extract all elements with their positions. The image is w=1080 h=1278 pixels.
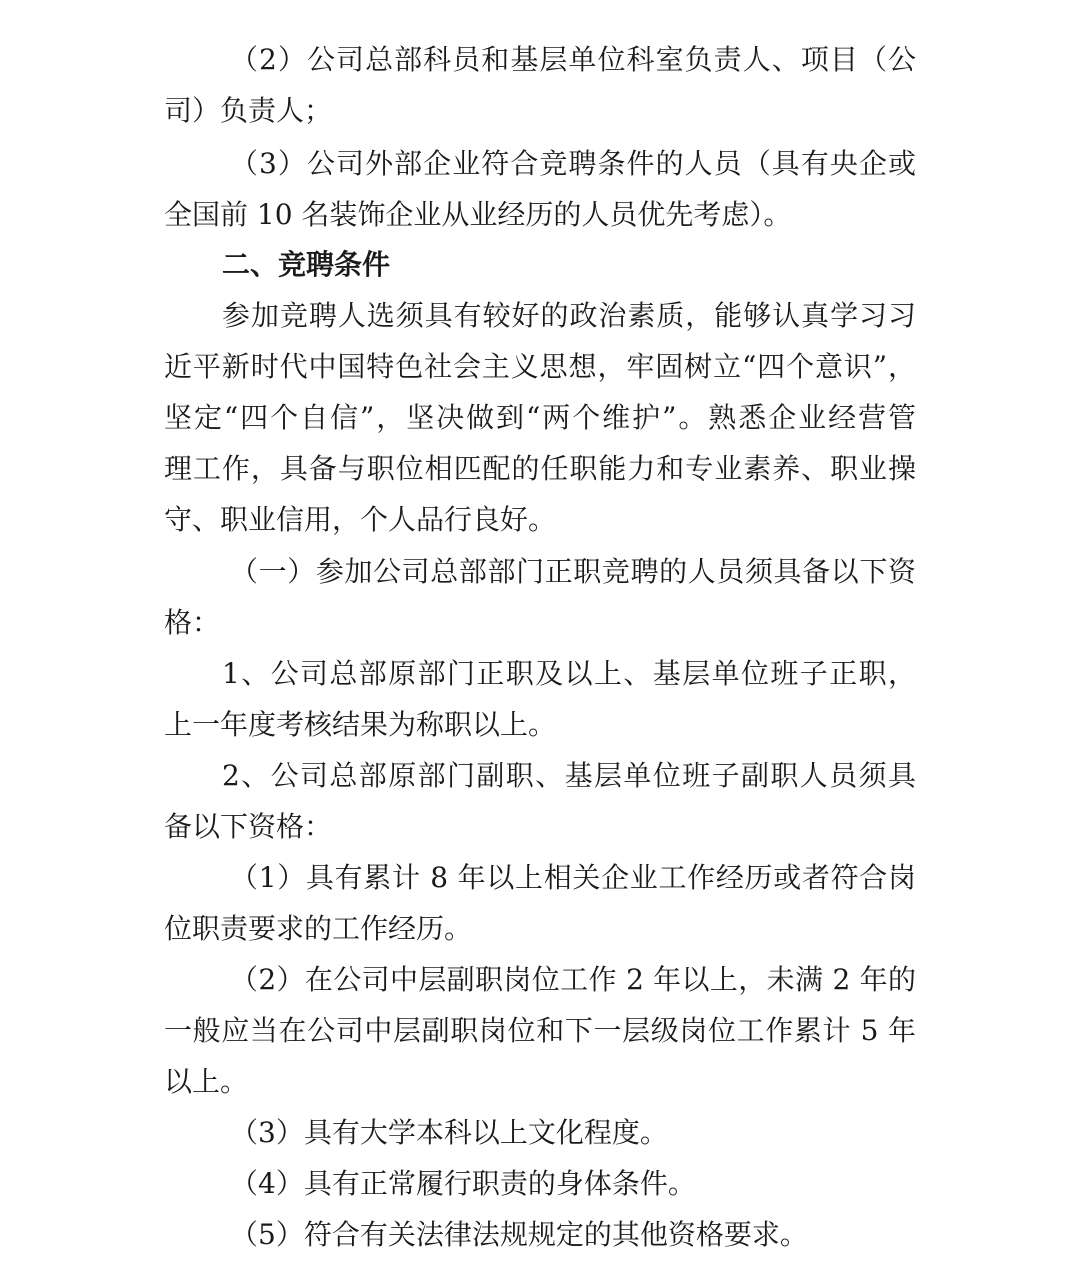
paragraph-line: 上一年度考核结果为称职以上。 bbox=[164, 708, 557, 741]
paragraph-line: 坚定“四个自信”，坚决做到“两个维护”。熟悉企业经营管 bbox=[164, 401, 916, 434]
paragraph-line: （3）具有大学本科以上文化程度。 bbox=[230, 1116, 668, 1149]
section-heading: 二、竞聘条件 bbox=[222, 248, 391, 281]
paragraph-line: 以上。 bbox=[164, 1065, 249, 1098]
paragraph-line: （3）公司外部企业符合竞聘条件的人员（具有央企或 bbox=[230, 147, 916, 180]
paragraph-line: （2）公司总部科员和基层单位科室负责人、项目（公 bbox=[230, 43, 916, 76]
paragraph-line: 理工作，具备与职位相匹配的任职能力和专业素养、职业操 bbox=[164, 452, 916, 485]
paragraph-line: 司）负责人； bbox=[164, 94, 333, 127]
paragraph-line: 备以下资格： bbox=[164, 810, 333, 843]
paragraph-line: 守、职业信用，个人品行良好。 bbox=[164, 503, 557, 536]
paragraph-line: 全国前 10 名装饰企业从业经历的人员优先考虑）。 bbox=[164, 198, 792, 231]
paragraph-line: （5）符合有关法律法规规定的其他资格要求。 bbox=[230, 1218, 808, 1251]
paragraph-line: 近平新时代中国特色社会主义思想，牢固树立“四个意识”， bbox=[164, 350, 916, 383]
paragraph-line: （1）具有累计 8 年以上相关企业工作经历或者符合岗 bbox=[230, 861, 916, 894]
paragraph-line: （4）具有正常履行职责的身体条件。 bbox=[230, 1167, 696, 1200]
paragraph-line: 2、公司总部原部门副职、基层单位班子副职人员须具 bbox=[222, 759, 916, 792]
paragraph-line: （2）在公司中层副职岗位工作 2 年以上，未满 2 年的 bbox=[230, 963, 916, 996]
paragraph-line: 格： bbox=[164, 606, 221, 639]
paragraph-line: 参加竞聘人选须具有较好的政治素质，能够认真学习习 bbox=[222, 299, 916, 332]
paragraph-line: 1、公司总部原部门正职及以上、基层单位班子正职， bbox=[222, 657, 916, 690]
paragraph-line: 位职责要求的工作经历。 bbox=[164, 912, 473, 945]
paragraph-line: （一）参加公司总部部门正职竞聘的人员须具备以下资 bbox=[230, 555, 916, 588]
paragraph-line: 一般应当在公司中层副职岗位和下一层级岗位工作累计 5 年 bbox=[164, 1014, 916, 1047]
